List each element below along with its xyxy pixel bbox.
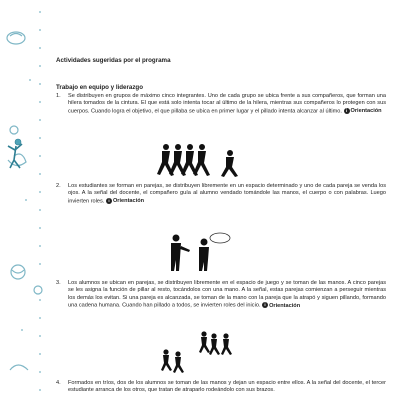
orientation-link[interactable]: i Orientación (106, 198, 144, 204)
item-text: Los estudiantes se forman en parejas, se distribuyen libremente en un espacio determinado y uno de cada pareja se venda los ojos. A la señal del docente, el compañero guía al alumno vendado tomándole las manos, el cuerpo o con palabras. Luego invierten roles. (68, 183, 386, 205)
activity-item-4 (56, 380, 386, 395)
orientation-link[interactable]: i Orientación (262, 303, 300, 309)
item-text: Se distribuyen en grupos de máximo cinco integrantes. Uno de cada grupo se ubica frente a sus compañeros, que forman una hilera tomados de la cintura. El que está solo intenta tocar al último de la hilera, mientras sus compañeros lo protegen con sus cuerpos. Cuando logra el objetivo, el que pillaba se ubica en primer lugar y el pillado intenta alcanzar al último. (68, 93, 386, 115)
subsection-title: Trabajo en equipo y liderazgo (56, 84, 143, 91)
document-page (56, 0, 386, 400)
item-text: Los alumnos se ubican en parejas, se distribuyen libremente en el espacio de juego y se toman de las manos. A cinco parejas se les asigna la función de pillar al resto, tocándolos con una mano. A la señal, estas parejas comienzan a perseguir mientras los demás los evitan. Si una pareja es alcanzada, se toman de la mano con la pareja que la atrapó y siguen pillando, formando una cadena humana. Cuando han pillado a todos, se invierten roles del inicio. (68, 280, 386, 309)
orientation-icon: i (106, 198, 112, 204)
item-number: 2. (56, 183, 61, 189)
activity-item-2 (56, 183, 386, 206)
item-number: 3. (56, 280, 61, 286)
item-number: 1. (56, 93, 61, 99)
running-group-illustration (156, 143, 246, 177)
margin-doodles (0, 0, 48, 400)
item-text: Formados en tríos, dos de los alumnos se toman de las manos y dejan un espacio entre ellos. A la señal del docente, el tercer estudiante arranca de los otros, que tratan de atraparlo rodeándolo con sus brazos. (68, 380, 386, 394)
item-number: 4. (56, 380, 61, 386)
chain-tag-illustration (152, 330, 242, 374)
orientation-link[interactable]: i Orientación (344, 108, 382, 114)
activity-item-1 (56, 93, 386, 116)
activity-item-3 (56, 280, 386, 310)
blindfold-pair-illustration (164, 232, 234, 272)
orientation-icon: i (262, 302, 268, 308)
section-title: Actividades sugeridas por el programa (56, 57, 171, 64)
orientation-icon: i (344, 108, 350, 114)
